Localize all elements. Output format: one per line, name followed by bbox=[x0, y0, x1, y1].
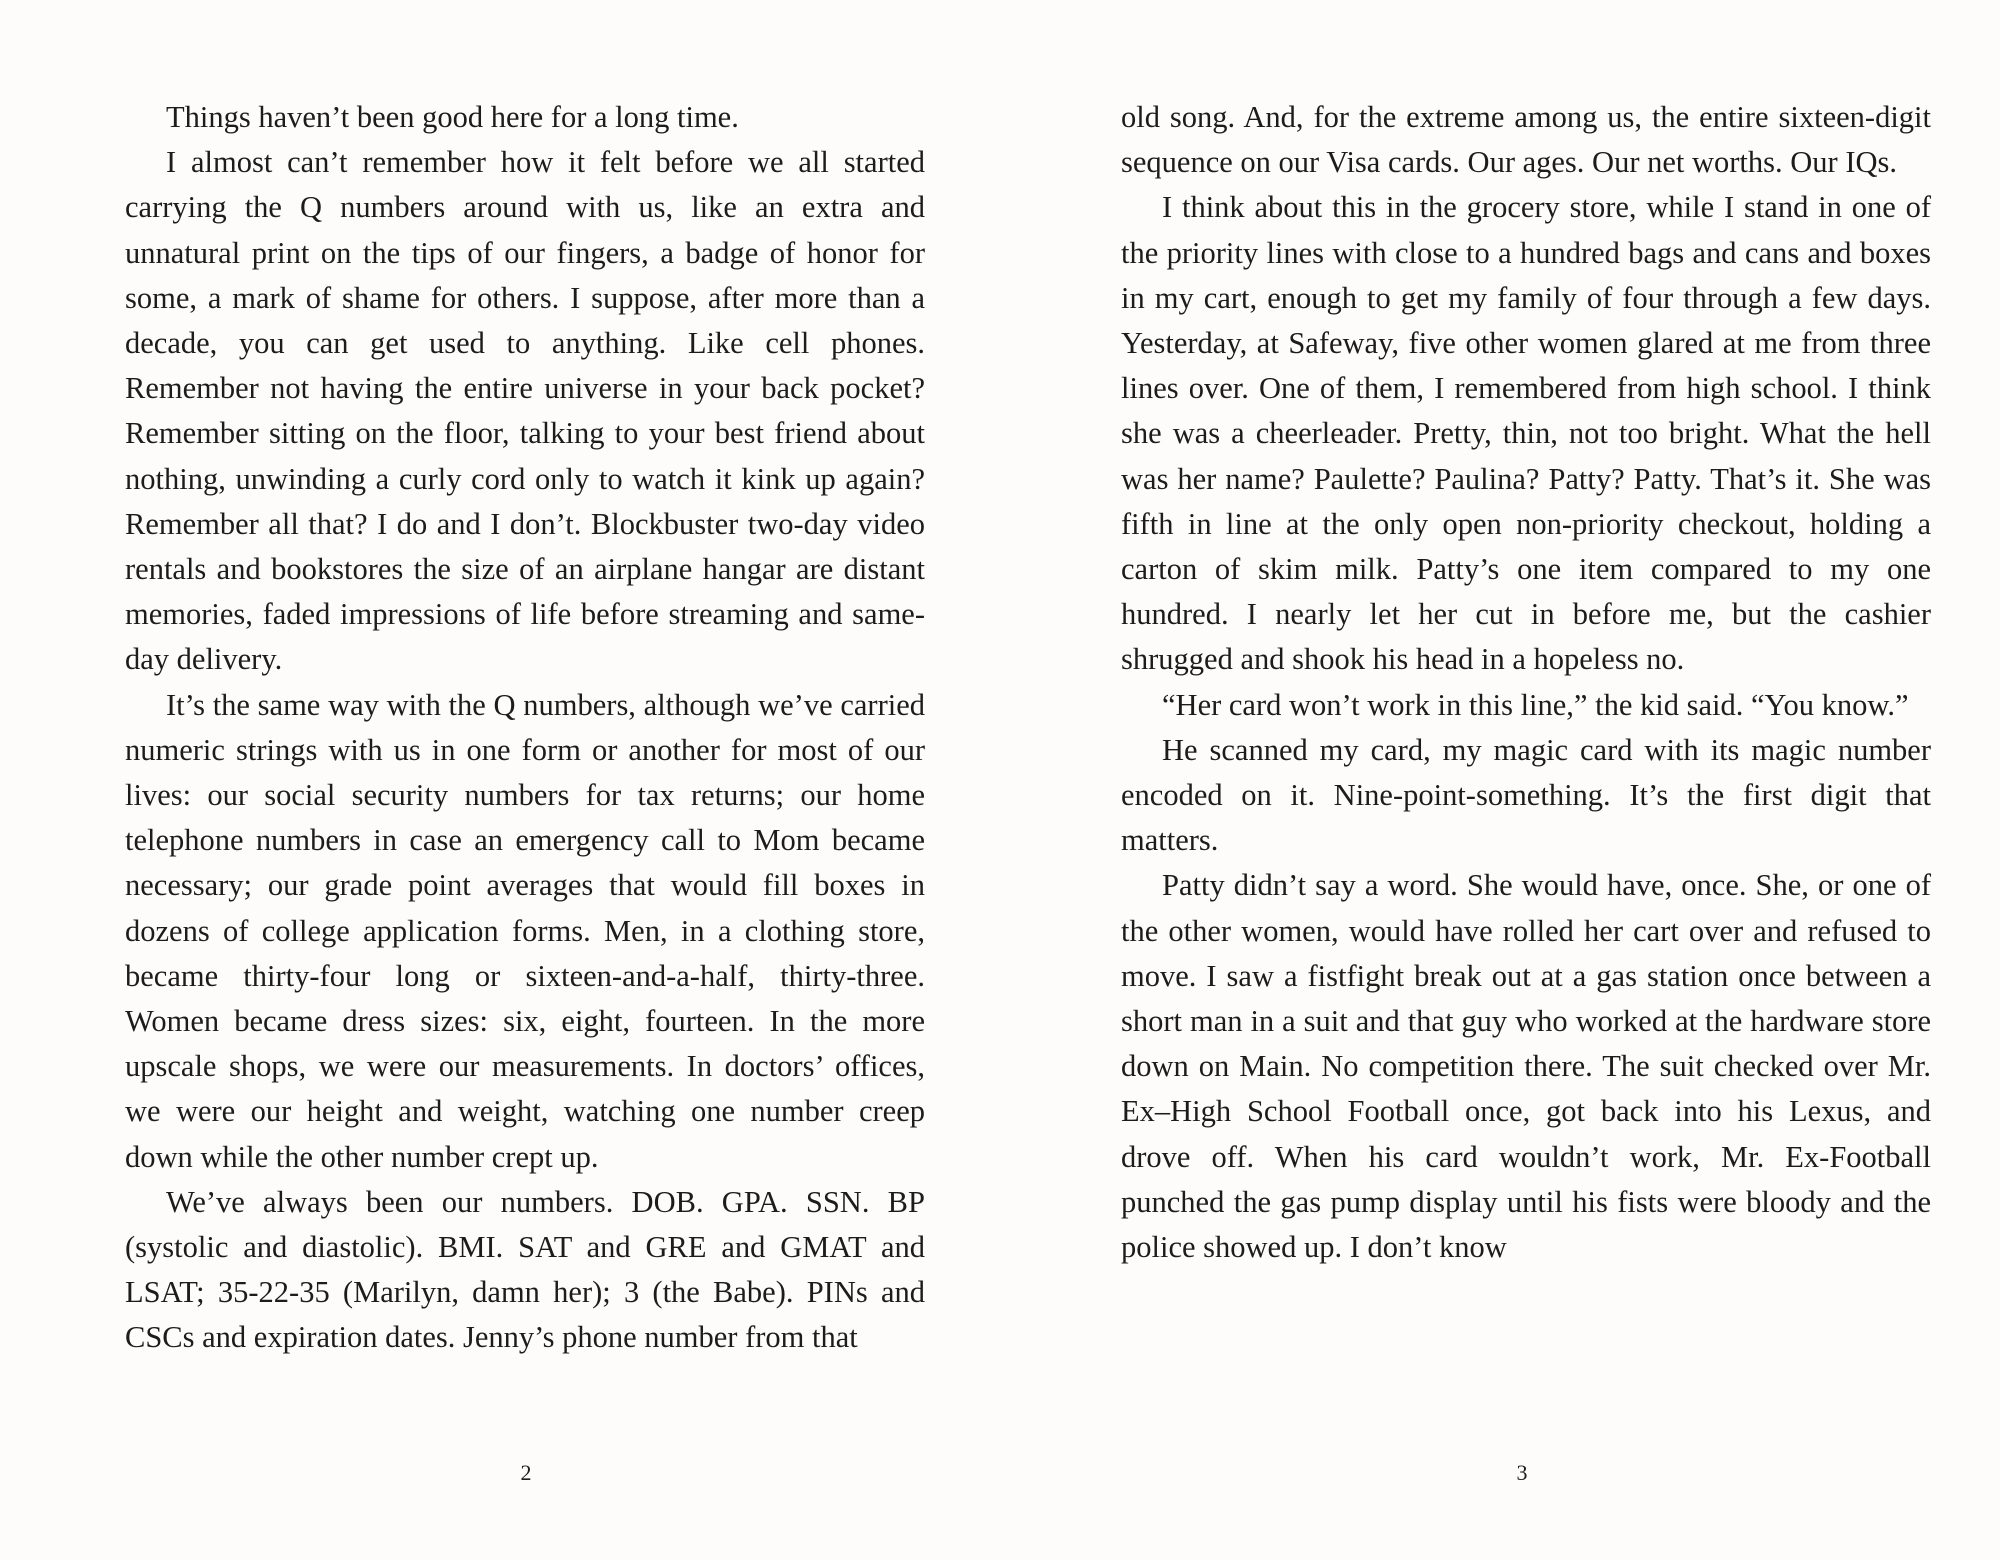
paragraph: It’s the same way with the Q numbers, although we’ve carried numeric strings with us in one form or another for most of our lives: our social security numbers for tax returns; our home telephone numbers in case an emergency call to Mom became necessary; our grade point averages that would fill boxes in dozens of college application forms. Men, in a clothing store, became thirty-four long or sixteen-and-a-half, thirty-three. Women became dress sizes: six, eight, fourteen. In the more upscale shops, we were our measurements. In doctors’ offices, we were our height and weight, watching one number creep down while the other number crept up. bbox=[125, 687, 925, 1174]
paragraph: old song. And, for the extreme among us, the entire sixteen-digit sequence on our Visa cards. Our ages. Our net worths. Our IQs. bbox=[1121, 100, 1931, 180]
paragraph: We’ve always been our numbers. DOB. GPA. SSN. BP (systolic and diastolic). BMI. SAT and GRE and GMAT and LSAT; 35-22-35 (Marilyn, damn her); 3 (the Babe). PINs and CSCs and expiration dates. Jenny’s phone number from that bbox=[125, 1184, 925, 1355]
paragraph: Things haven’t been good here for a long time. bbox=[166, 100, 739, 134]
paragraph: He scanned my card, my magic card with its magic number encoded on it. Nine-point-something. It’s the first digit that matters. bbox=[1121, 732, 1931, 858]
paragraph: “Her card won’t work in this line,” the kid said. “You know.” bbox=[1162, 687, 1909, 722]
page-number: 2 bbox=[520, 1460, 532, 1485]
right-page bbox=[1000, 0, 2000, 1560]
paragraph: Patty didn’t say a word. She would have, once. She, or one of the other women, would have rolled her cart over and refused to move. I saw a fistfight break out at a gas station once between a short man in a suit and that guy who worked at the hardware store down on Main. No competition there. The suit checked over Mr. Ex–High School Football once, got back into his Lexus, and drove off. When his card wouldn’t work, Mr. Ex-Football punched the gas pump display until his fists were bloody and the police showed up. I don’t know bbox=[1121, 868, 1931, 1265]
paragraph: I think about this in the grocery store, while I stand in one of the priority lines with close to a hundred bags and cans and boxes in my cart, enough to get my family of four through a few days. Yesterday, at Safeway, five other women glared at me from three lines over. One of them, I remembered from high school. I think she was a cheerleader. Pretty, thin, not too bright. What the hell was her name? Paulette? Paulina? Patty? Patty. That’s it. She was fifth in line at the only open non-priority checkout, holding a carton of skim milk. Patty’s one item compared to my one hundred. I nearly let her cut in before me, but the cashier shrugged and shook his head in a hopeless no. bbox=[1121, 190, 1931, 677]
page-number: 3 bbox=[1516, 1460, 1528, 1485]
right-page-text bbox=[1121, 95, 1931, 1270]
paragraph: I almost can’t remember how it felt before we all started carrying the Q numbers around with us, like an extra and unnatural print on the tips of our fingers, a badge of honor for some, a mark of shame for others. I suppose, after more than a decade, you can get used to anything. Like cell phones. Remember not having the entire universe in your back pocket? Remember sitting on the floor, talking to your best friend about nothing, unwinding a curly cord only to watch it kink up again? Remember all that? I do and I don’t. Blockbuster two-day video rentals and bookstores the size of an airplane hangar are distant memories, faded impressions of life before streaming and same-day delivery. bbox=[125, 145, 925, 677]
left-page-text bbox=[125, 95, 925, 1361]
